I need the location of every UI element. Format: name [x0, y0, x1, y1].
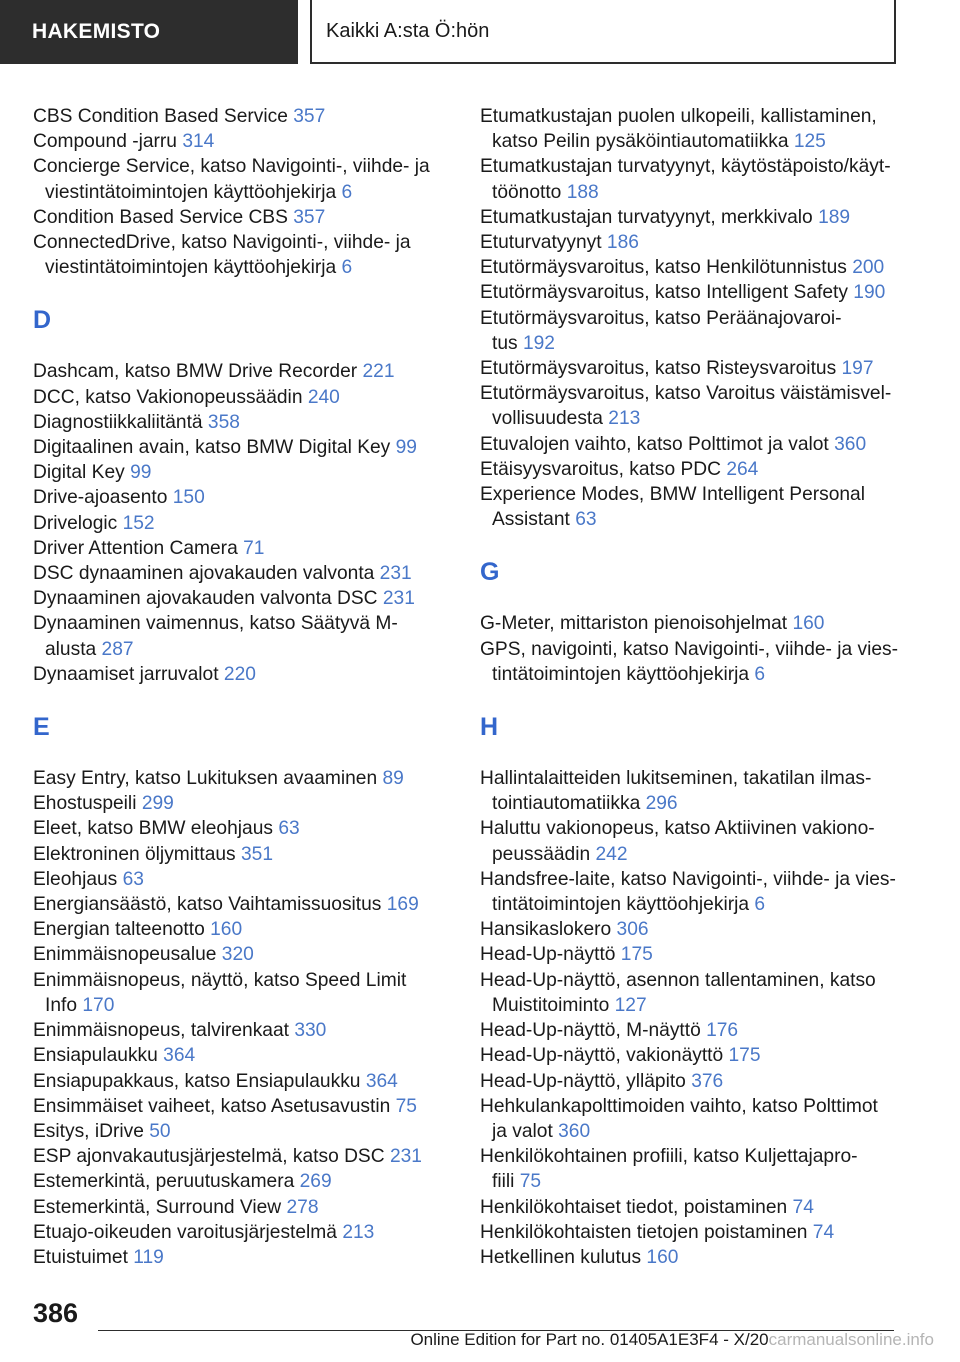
index-entry	[480, 942, 900, 967]
index-entry-text: alusta	[45, 638, 97, 660]
index-entry	[33, 867, 463, 892]
index-entry-text: Experience Modes, BMW Intelligent Personal	[480, 484, 865, 506]
index-entry-text: Diagnostiikkaliitäntä	[33, 411, 203, 433]
index-entry-text: Etutörmäysvaroitus, katso Peräänajovaroi-	[480, 307, 842, 329]
index-entry-text: Head-Up-näyttö, asennon tallentaminen, katso	[480, 969, 876, 991]
index-letter-heading: D	[33, 306, 52, 335]
index-entry-text: Easy Entry, katso Lukituksen avaaminen	[33, 768, 378, 790]
page-reference-link[interactable]: 240	[307, 386, 340, 408]
index-entry-text: viestintätoimintojen käyttöohjekirja	[45, 257, 337, 279]
index-entry-text: viestintätoimintojen käyttöohjekirja	[45, 181, 337, 203]
index-entry-text: Head-Up-näyttö, ylläpito	[480, 1070, 686, 1092]
index-column-right	[480, 104, 900, 1270]
index-entry	[33, 1119, 463, 1144]
page-reference-link[interactable]: 190	[853, 282, 886, 304]
page-reference-link[interactable]: 6	[341, 257, 353, 279]
index-entry	[33, 1169, 463, 1194]
index-entry	[33, 662, 463, 687]
page-reference-link[interactable]: 176	[706, 1020, 739, 1042]
index-entry-text: Compound -jarru	[33, 131, 177, 153]
index-entry-text: Eleet, katso BMW eleohjaus	[33, 818, 273, 840]
index-entry-text: Hetkellinen kulutus	[480, 1246, 642, 1268]
index-entry	[33, 892, 463, 917]
page-reference-link[interactable]: 160	[210, 919, 243, 941]
page-reference-link[interactable]: 231	[382, 588, 415, 610]
index-entry-text: Ensiapulaukku	[33, 1045, 158, 1067]
index-entry-text: Dashcam, katso BMW Drive Recorder	[33, 361, 358, 383]
page-reference-link[interactable]: 160	[792, 613, 825, 635]
index-entry	[33, 1195, 463, 1220]
index-entry	[33, 1245, 463, 1270]
tab-a-to-z-label: Kaikki A:sta Ö:hön	[326, 19, 490, 42]
index-entry-text: Ensiapupakkaus, katso Ensiapulaukku	[33, 1070, 361, 1092]
page-reference-link[interactable]: 74	[792, 1196, 814, 1218]
index-entry-text: GPS, navigointi, katso Navigointi-, viihde- ja vies-	[480, 638, 899, 660]
page-reference-link[interactable]: 242	[595, 843, 628, 865]
index-entry-text: tintätoimintojen käyttöohjekirja	[492, 663, 750, 685]
index-entry	[480, 205, 900, 230]
index-entry-text: Hehkulankapolttimoiden vaihto, katso Polttimot	[480, 1095, 878, 1117]
index-entry-text: Etumatkustajan turvatyynyt, merkkivalo	[480, 206, 813, 228]
page-reference-link[interactable]: 299	[141, 793, 174, 815]
index-entry	[33, 205, 463, 230]
index-entry-text: ja valot	[492, 1120, 553, 1142]
index-entry-text: Enimmäisnopeusalue	[33, 944, 217, 966]
page-reference-link[interactable]: 169	[386, 894, 419, 916]
index-entry	[33, 611, 463, 661]
page-reference-link[interactable]: 264	[726, 458, 759, 480]
index-letter-heading: G	[480, 558, 500, 587]
page-number: 386	[33, 1298, 79, 1328]
index-entry-text: Henkilökohtaisten tietojen poistaminen	[480, 1221, 808, 1243]
page-reference-link[interactable]: 189	[818, 206, 851, 228]
index-entry-text: Etumatkustajan puolen ulkopeili, kallistaminen,	[480, 106, 877, 127]
index-entry-text: DCC, katso Vakionopeussäädin	[33, 386, 303, 408]
index-entry	[33, 536, 463, 561]
page-reference-link[interactable]: 306	[616, 919, 649, 941]
page-reference-link[interactable]: 75	[519, 1171, 542, 1193]
index-entry-text: Eleohjaus	[33, 868, 118, 890]
index-entry-text: Etuajo-oikeuden varoitusjärjestelmä	[33, 1221, 337, 1243]
page-reference-link[interactable]: 197	[841, 358, 874, 380]
index-letter-heading: E	[33, 713, 50, 742]
tab-index[interactable]	[0, 0, 298, 64]
index-entry-text: Estemerkintä, Surround View	[33, 1196, 282, 1218]
index-entry-text: Etuturvatyynyt	[480, 232, 602, 254]
page-reference-link[interactable]: 360	[558, 1120, 591, 1142]
page-reference-link[interactable]: 220	[223, 663, 256, 685]
page-reference-link[interactable]: 287	[101, 638, 134, 660]
page-reference-link[interactable]: 360	[834, 433, 867, 455]
index-entry-text: Head-Up-näyttö, M-näyttö	[480, 1020, 701, 1042]
page-reference-link[interactable]: 364	[365, 1070, 398, 1092]
index-entry	[480, 356, 900, 381]
index-entry	[480, 457, 900, 482]
index-entry	[33, 1144, 463, 1169]
index-column-left	[33, 104, 463, 1270]
index-entry-text: Energian talteenotto	[33, 919, 205, 941]
page-reference-link[interactable]: 314	[182, 131, 215, 153]
index-entry	[33, 561, 463, 586]
index-entry	[33, 1043, 463, 1068]
index-entry-text: Drivelogic	[33, 512, 118, 534]
page-reference-link[interactable]: 74	[812, 1221, 835, 1243]
index-entry	[480, 611, 900, 636]
page-reference-link[interactable]: 357	[293, 106, 326, 127]
footer-watermark: carmanualsonline.info	[768, 1330, 934, 1349]
page-reference-link[interactable]: 188	[566, 181, 599, 203]
index-entry-text: tus	[492, 332, 518, 354]
index-entry	[33, 917, 463, 942]
index-entry	[33, 385, 463, 410]
index-entry	[480, 1018, 900, 1043]
page-reference-link[interactable]: 364	[163, 1045, 196, 1067]
page-reference-link[interactable]: 50	[149, 1120, 171, 1142]
index-entry-text: Henkilökohtaiset tiedot, poistaminen	[480, 1196, 788, 1218]
index-entry-text: Ehostuspeili	[33, 793, 137, 815]
index-entry	[33, 1094, 463, 1119]
index-entry	[480, 432, 900, 457]
page-reference-link[interactable]: 213	[608, 408, 641, 430]
footer-edition	[410, 1330, 934, 1350]
index-entry-text: tointiautomatiikka	[492, 793, 641, 815]
page-reference-link[interactable]: 231	[389, 1146, 422, 1168]
index-entry	[480, 917, 900, 942]
page-reference-link[interactable]: 376	[691, 1070, 724, 1092]
index-entry-text: Muistitoiminto	[492, 994, 610, 1016]
page-reference-link[interactable]: 6	[754, 894, 766, 916]
index-entry-text: Drive-ajoasento	[33, 487, 168, 509]
page-reference-link[interactable]: 150	[172, 487, 205, 509]
page-reference-link[interactable]: 71	[243, 537, 265, 559]
page-reference-link[interactable]: 170	[82, 994, 115, 1016]
index-entry-text: peussäädin	[492, 843, 591, 865]
index-entry	[480, 637, 900, 687]
page-reference-link[interactable]: 269	[299, 1171, 332, 1193]
index-entry	[33, 129, 463, 154]
index-entry-text: Digitaalinen avain, katso BMW Digital Key	[33, 437, 391, 459]
index-entry-text: katso Peilin pysäköintiautomatiikka	[492, 131, 789, 153]
index-entry	[33, 230, 463, 280]
index-entry	[480, 280, 900, 305]
index-entry-text: ConnectedDrive, katso Navigointi-, viihde- ja	[33, 232, 411, 254]
page-reference-link[interactable]: 351	[240, 843, 273, 865]
index-entry	[480, 766, 900, 816]
index-entry-text: Elektroninen öljymittaus	[33, 843, 236, 865]
index-entry-text: Concierge Service, katso Navigointi-, viihde- ja	[33, 156, 430, 178]
page-reference-link[interactable]: 278	[286, 1196, 319, 1218]
index-entry	[480, 1094, 900, 1144]
index-entry-text: tintätoimintojen käyttöohjekirja	[492, 894, 750, 916]
page-reference-link[interactable]: 127	[614, 994, 647, 1016]
index-entry-text: ESP ajonvakautusjärjestelmä, katso DSC	[33, 1146, 385, 1168]
index-entry-text: Handsfree-laite, katso Navigointi-, viihde- ja vies-	[480, 868, 896, 890]
index-entry-text: Assistant	[492, 509, 570, 531]
index-entry	[480, 867, 900, 917]
index-entry	[480, 482, 900, 532]
page-reference-link[interactable]: 6	[341, 181, 353, 203]
index-entry-text: Digital Key	[33, 462, 125, 484]
index-entry-text: Dynaaminen vaimennus, katso Säätyvä M-	[33, 613, 398, 635]
index-entry-text: Energiansäästö, katso Vaihtamissuositus	[33, 894, 382, 916]
index-entry	[480, 816, 900, 866]
index-entry	[33, 842, 463, 867]
index-entry	[480, 1043, 900, 1068]
index-entry	[33, 435, 463, 460]
index-entry	[480, 255, 900, 280]
page-reference-link[interactable]: 119	[133, 1246, 164, 1268]
index-entry	[480, 1195, 900, 1220]
page-reference-link[interactable]: 99	[130, 462, 152, 484]
page-reference-link[interactable]: 75	[395, 1095, 417, 1117]
index-entry	[33, 359, 463, 384]
index-entry	[480, 381, 900, 431]
index-entry	[33, 791, 463, 816]
index-entry-text: Etumatkustajan turvatyynyt, käytöstäpoisto/käyt-	[480, 156, 891, 178]
index-entry	[33, 154, 463, 204]
page-reference-link[interactable]: 99	[395, 437, 417, 459]
index-entry-text: vollisuudesta	[492, 408, 603, 430]
page-header	[0, 0, 960, 66]
index-entry-text: Haluttu vakionopeus, katso Aktiivinen vakiono-	[480, 818, 875, 840]
index-entry-text: Hansikaslokero	[480, 919, 612, 941]
index-entry	[33, 942, 463, 967]
page-reference-link[interactable]: 89	[382, 768, 404, 790]
page-reference-link[interactable]: 175	[620, 944, 653, 966]
index-entry	[480, 1144, 900, 1194]
index-entry	[33, 485, 463, 510]
page-reference-link[interactable]: 63	[575, 509, 597, 531]
index-entry-text: Etäisyysvaroitus, katso PDC	[480, 458, 721, 480]
page-reference-link[interactable]: 200	[852, 257, 885, 279]
index-entry-text: Hallintalaitteiden lukitseminen, takatilan ilmas-	[480, 768, 872, 790]
index-entry	[33, 816, 463, 841]
page-reference-link[interactable]: 296	[645, 793, 678, 815]
index-entry-text: Head-Up-näyttö, vakionäyttö	[480, 1045, 724, 1067]
page-reference-link[interactable]: 63	[122, 868, 144, 890]
index-entry	[33, 460, 463, 485]
index-entry	[480, 1069, 900, 1094]
page-reference-link[interactable]: 213	[342, 1221, 375, 1243]
index-entry-text: Ensimmäiset vaiheet, katso Asetusavustin	[33, 1095, 391, 1117]
index-entry-text: DSC dynaaminen ajovakauden valvonta	[33, 563, 375, 585]
index-entry	[480, 1245, 900, 1270]
index-entry	[480, 306, 900, 356]
page-reference-link[interactable]: 175	[728, 1045, 761, 1067]
page-reference-link[interactable]: 221	[362, 361, 395, 383]
index-entry-text: Esitys, iDrive	[33, 1120, 144, 1142]
page-reference-link[interactable]: 63	[278, 818, 300, 840]
index-entry	[33, 766, 463, 791]
page-reference-link[interactable]: 357	[293, 206, 326, 228]
index-entry-text: Dynaamiset jarruvalot	[33, 663, 219, 685]
tab-index-label: HAKEMISTO	[32, 20, 161, 43]
index-entry-text: Henkilökohtainen profiili, katso Kuljettajapro-	[480, 1146, 858, 1168]
index-entry-text: töönotto	[492, 181, 562, 203]
index-entry	[480, 104, 900, 154]
index-entry-text: Head-Up-näyttö	[480, 944, 616, 966]
index-entry-text: Estemerkintä, peruutuskamera	[33, 1171, 295, 1193]
index-entry-text: Etutörmäysvaroitus, katso Varoitus väistämisvel-	[480, 383, 892, 405]
index-entry-text: Etutörmäysvaroitus, katso Intelligent Safety	[480, 282, 848, 304]
tab-a-to-z[interactable]	[310, 0, 896, 64]
index-letter-heading: H	[480, 713, 499, 742]
index-entry-text: Enimmäisnopeus, talvirenkaat	[33, 1020, 289, 1042]
footer-edition-text: Online Edition for Part no. 01405A1E3F4 - X/20	[410, 1330, 769, 1349]
index-entry-text: Info	[45, 994, 78, 1016]
page-reference-link[interactable]: 6	[754, 663, 766, 685]
page-reference-link[interactable]: 152	[122, 512, 155, 534]
index-entry-text: fiili	[492, 1171, 515, 1193]
index-entry	[33, 968, 463, 1018]
page-reference-link[interactable]: 192	[522, 332, 555, 354]
index-entry	[33, 104, 463, 129]
index-entry-text: Condition Based Service CBS	[33, 206, 288, 228]
index-entry-text: Etuvalojen vaihto, katso Polttimot ja valot	[480, 433, 829, 455]
index-entry	[33, 410, 463, 435]
page-reference-link[interactable]: 231	[379, 563, 412, 585]
index-entry-text: Etuistuimet	[33, 1246, 128, 1268]
index-entry-text: G-Meter, mittariston pienoisohjelmat	[480, 613, 788, 635]
index-entry-text: Enimmäisnopeus, näyttö, katso Speed Limit	[33, 969, 407, 991]
page-reference-link[interactable]: 160	[646, 1246, 679, 1268]
index-entry	[480, 1220, 900, 1245]
index-entry-text: Etutörmäysvaroitus, katso Risteysvaroitus	[480, 358, 837, 380]
index-entry	[33, 1069, 463, 1094]
index-entry-text: Dynaaminen ajovakauden valvonta DSC	[33, 588, 378, 610]
page-reference-link[interactable]: 320	[221, 944, 254, 966]
index-entry	[33, 1018, 463, 1043]
page-reference-link[interactable]: 358	[207, 411, 240, 433]
index-entry	[480, 968, 900, 1018]
page-reference-link[interactable]: 125	[793, 131, 826, 153]
index-entry	[480, 154, 900, 204]
page-reference-link[interactable]: 330	[294, 1020, 327, 1042]
index-entry	[33, 1220, 463, 1245]
index-entry	[33, 511, 463, 536]
index-entry-text: CBS Condition Based Service	[33, 106, 288, 127]
page-reference-link[interactable]: 186	[606, 232, 639, 254]
index-entry	[480, 230, 900, 255]
index-entry	[33, 586, 463, 611]
index-entry-text: Driver Attention Camera	[33, 537, 238, 559]
index-entry-text: Etutörmäysvaroitus, katso Henkilötunnistus	[480, 257, 847, 279]
